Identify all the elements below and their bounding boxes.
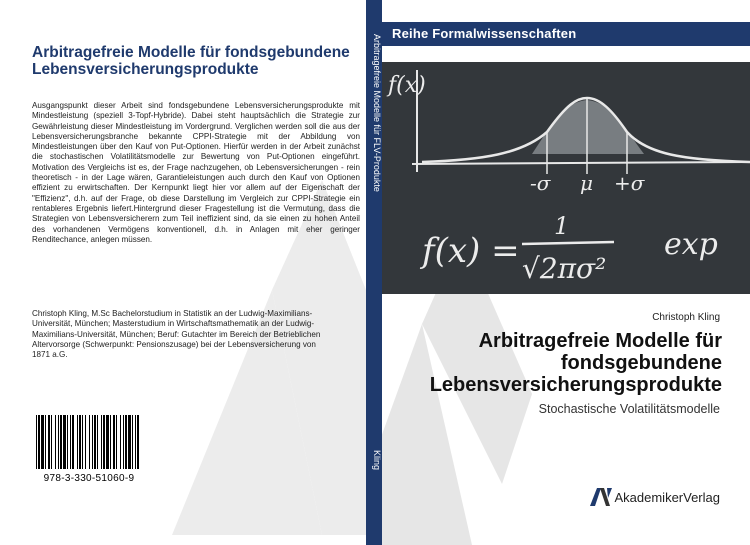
series-label: Reihe Formalwissenschaften — [392, 26, 577, 41]
front-title-line-3: Lebensversicherungsprodukte — [429, 374, 722, 396]
spine-title: Arbitragefreie Modelle für FLV-Produkte — [372, 34, 382, 192]
back-cover — [22, 30, 366, 535]
front-subtitle: Stochastische Volatilitätsmodelle — [538, 402, 720, 416]
chalk-exp: exp — [664, 227, 718, 262]
chalk-mu: μ — [580, 171, 593, 195]
back-abstract: Ausgangspunkt dieser Arbeit sind fondsgebundene Lebensversicherungsprodukte mit Mindestleistung (speziell 3-Topf-Hybride). Dabei steht hauptsächlich die Strategie zur Gewährleistung dieser Mindestleistung im Vordergrund. Verglichen werden soll die aus der Lebensversicherungsbranche bekannte CPPI-Strategie mit der Abbildung von Mindestleistungen über den Kauf von Put-Optionen. Hierfür werden in der Arbeit zunächst die stochastischen Volatilitätsmodelle zur Bewertung von Put-Optionen eingeführt. Motivation des Vergleichs ist es, der Frage nachzugehen, ob Lebensversicherungen - rein theoretisch - in der Lage wären, Garantieleistungen auch durch den Kauf von Optionen effizient zu erwirtschaften. Der Kernpunkt liegt hier vor allem auf der Eigenschaft der "Effizienz", d.h. auf der Frage, ob diese Darstellung im Vergleich zur CPPI-Strategie ein rentableres Ergebnis liefert.Hintergrund dieser Fragestellung ist die Vermutung, dass die Strategien von Lebensversicherern zum Teil ineffizient sind, da sie einen zu hohen Anteil des vorhandenen Vermögens konventionell, d.h. in Anlagen mit eher geringer Renditechance, anlegen müssen. — [32, 101, 360, 244]
series-bar — [382, 22, 750, 46]
chalk-formula-lhs: f(x) = — [422, 231, 520, 271]
barcode — [34, 415, 144, 469]
chalk-denominator: √2πσ² — [522, 252, 607, 285]
front-author: Christoph Kling — [652, 312, 720, 323]
chalk-numerator: 1 — [554, 212, 570, 240]
publisher-name — [614, 490, 720, 505]
publisher-name-main: Akademiker — [614, 489, 684, 505]
front-title-line-1: Arbitragefreie Modelle für — [478, 330, 722, 352]
publisher-name-suffix: Verlag — [683, 489, 720, 505]
publisher-av-icon — [590, 488, 614, 506]
front-title-line-2: fondsgebundene — [560, 352, 722, 374]
back-title: Arbitragefreie Modelle für fondsgebundene Lebensversicherungsprodukte — [32, 44, 350, 78]
front-title — [402, 330, 722, 396]
chalk-plus-sigma: +σ — [614, 171, 645, 195]
front-cover — [382, 0, 750, 545]
chalkboard-photo — [382, 62, 750, 294]
chalk-fx-top: f(x) — [388, 73, 426, 98]
publisher-logo — [590, 488, 720, 506]
chalk-minus-sigma: -σ — [530, 171, 551, 195]
back-author-bio: Christoph Kling, M.Sc Bachelorstudium in Statistik an der Ludwig-Maximilians-Universität, München; Masterstudium in Wirtschaftsmathematik an der Ludwig-Maximilians-Universität, München; Beruf: Gutachter im Bereich der Betrieblichen Altervorsorge (Schwerpunkt: Pensionszusage) bei der Lebensversicherung von 1871 a.G. — [32, 309, 321, 360]
isbn: 978-3-330-51060-9 — [43, 473, 135, 484]
spine-author: Kling — [372, 450, 382, 471]
